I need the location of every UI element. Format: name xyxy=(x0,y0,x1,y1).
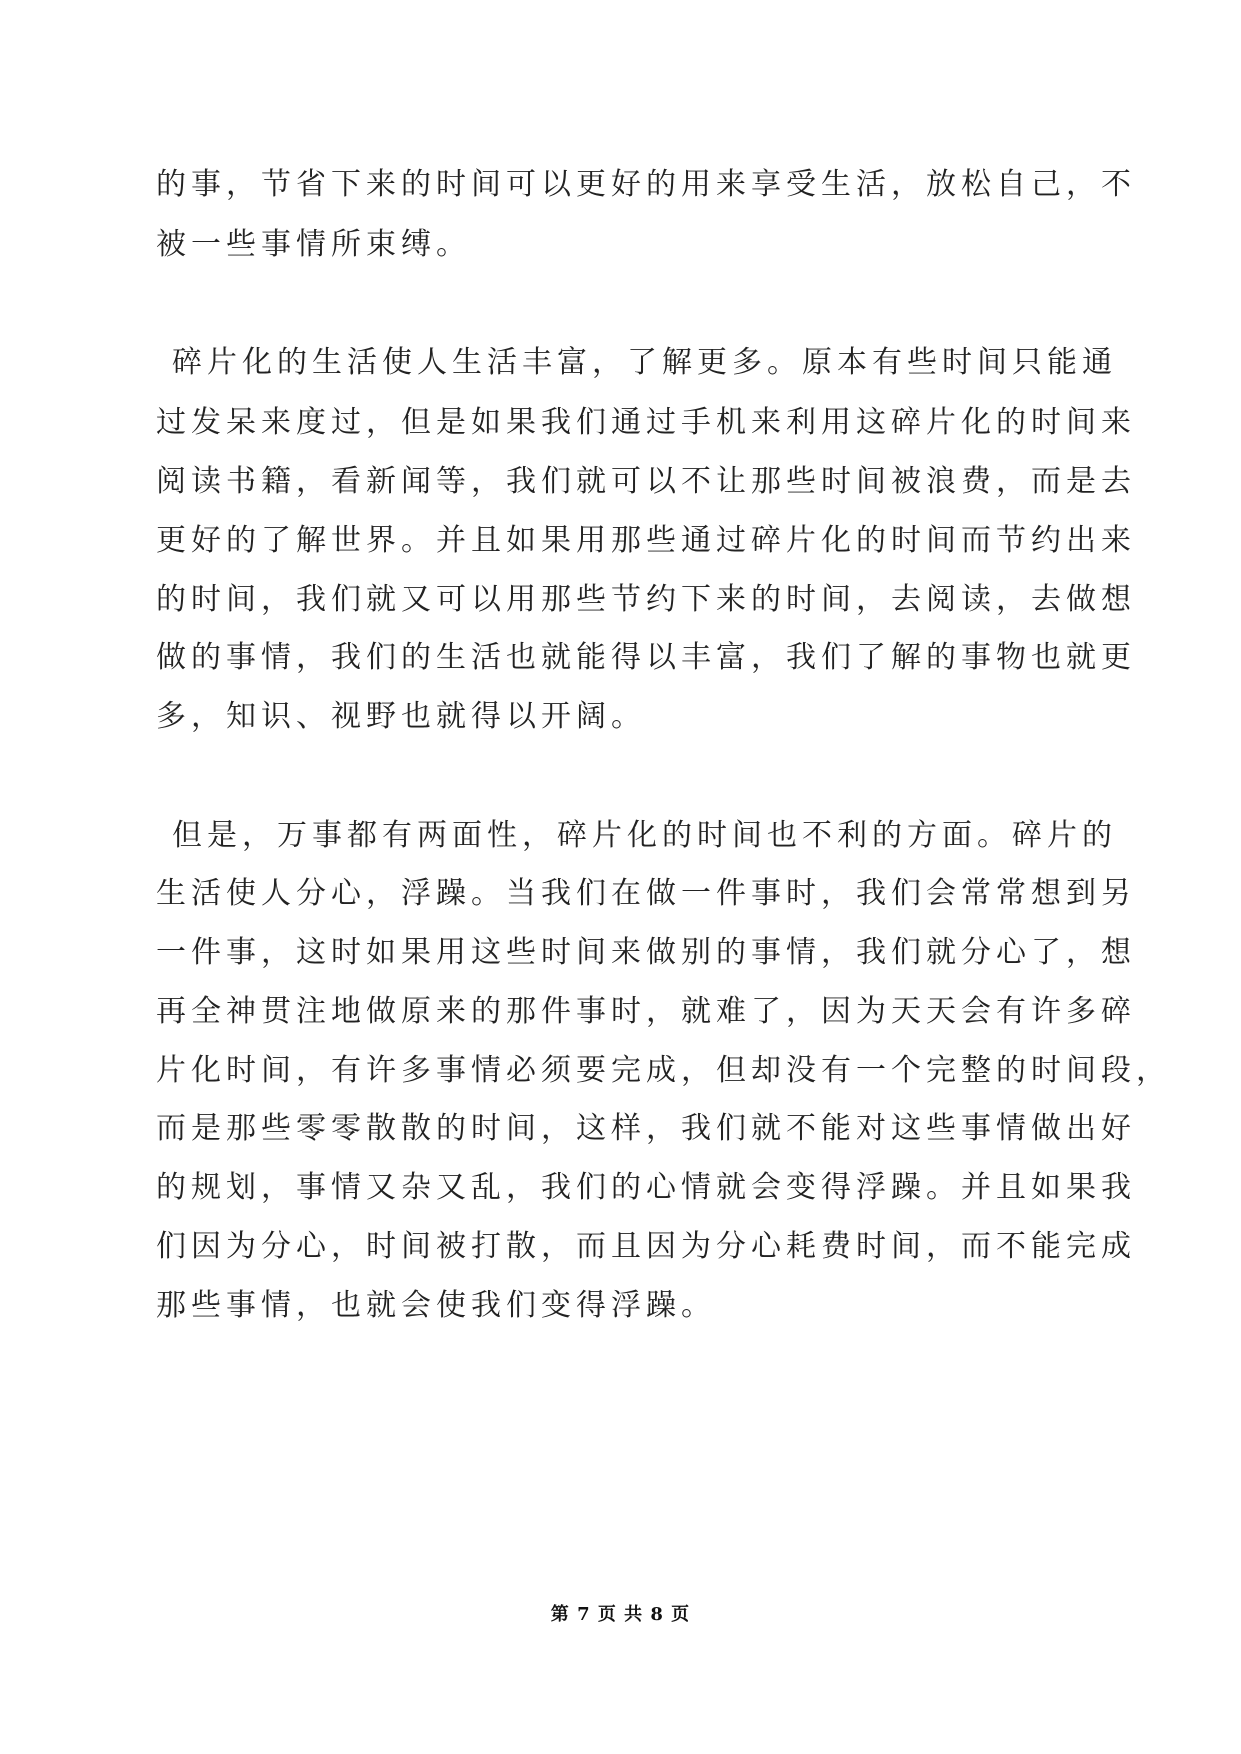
paragraph-2-line-7: 多，知识、视野也就得以开阔。 xyxy=(156,699,646,734)
paragraph-2-line-4: 更好的了解世界。并且如果用那些通过碎片化的时间而节约出来 xyxy=(156,523,1136,558)
paragraph-2-line-6: 做的事情，我们的生活也就能得以丰富，我们了解的事物也就更 xyxy=(156,640,1136,675)
paragraph-3-line-7: 的规划，事情又杂又乱，我们的心情就会变得浮躁。并且如果我 xyxy=(156,1170,1136,1205)
paragraph-3-line-2: 生活使人分心，浮躁。当我们在做一件事时，我们会常常想到另 xyxy=(156,876,1136,911)
page-number-footer: 第 7 页 共 8 页 xyxy=(550,1604,691,1625)
paragraph-3-line-3: 一件事，这时如果用这些时间来做别的事情，我们就分心了，想 xyxy=(156,935,1136,970)
paragraph-2-line-5: 的时间，我们就又可以用那些节约下来的时间，去阅读，去做想 xyxy=(156,582,1136,617)
paragraph-3-line-5: 片化时间，有许多事情必须要完成，但却没有一个完整的时间段， xyxy=(156,1053,1171,1088)
paragraph-3-line-1: 但是，万事都有两面性，碎片化的时间也不利的方面。碎片的 xyxy=(172,818,1117,853)
paragraph-1-line-2: 被一些事情所束缚。 xyxy=(156,227,471,262)
paragraph-3-line-8: 们因为分心，时间被打散，而且因为分心耗费时间，而不能完成 xyxy=(156,1229,1136,1264)
paragraph-3-line-4: 再全神贯注地做原来的那件事时，就难了，因为天天会有许多碎 xyxy=(156,994,1136,1029)
paragraph-2-line-1: 碎片化的生活使人生活丰富，了解更多。原本有些时间只能通 xyxy=(172,345,1117,380)
paragraph-2-line-2: 过发呆来度过，但是如果我们通过手机来利用这碎片化的时间来 xyxy=(156,405,1136,440)
paragraph-3-line-6: 而是那些零零散散的时间，这样，我们就不能对这些事情做出好 xyxy=(156,1111,1136,1146)
paragraph-3-line-9: 那些事情，也就会使我们变得浮躁。 xyxy=(156,1288,716,1323)
paragraph-1-line-1: 的事，节省下来的时间可以更好的用来享受生活，放松自己，不 xyxy=(156,167,1136,202)
paragraph-2-line-3: 阅读书籍，看新闻等，我们就可以不让那些时间被浪费，而是去 xyxy=(156,464,1136,499)
